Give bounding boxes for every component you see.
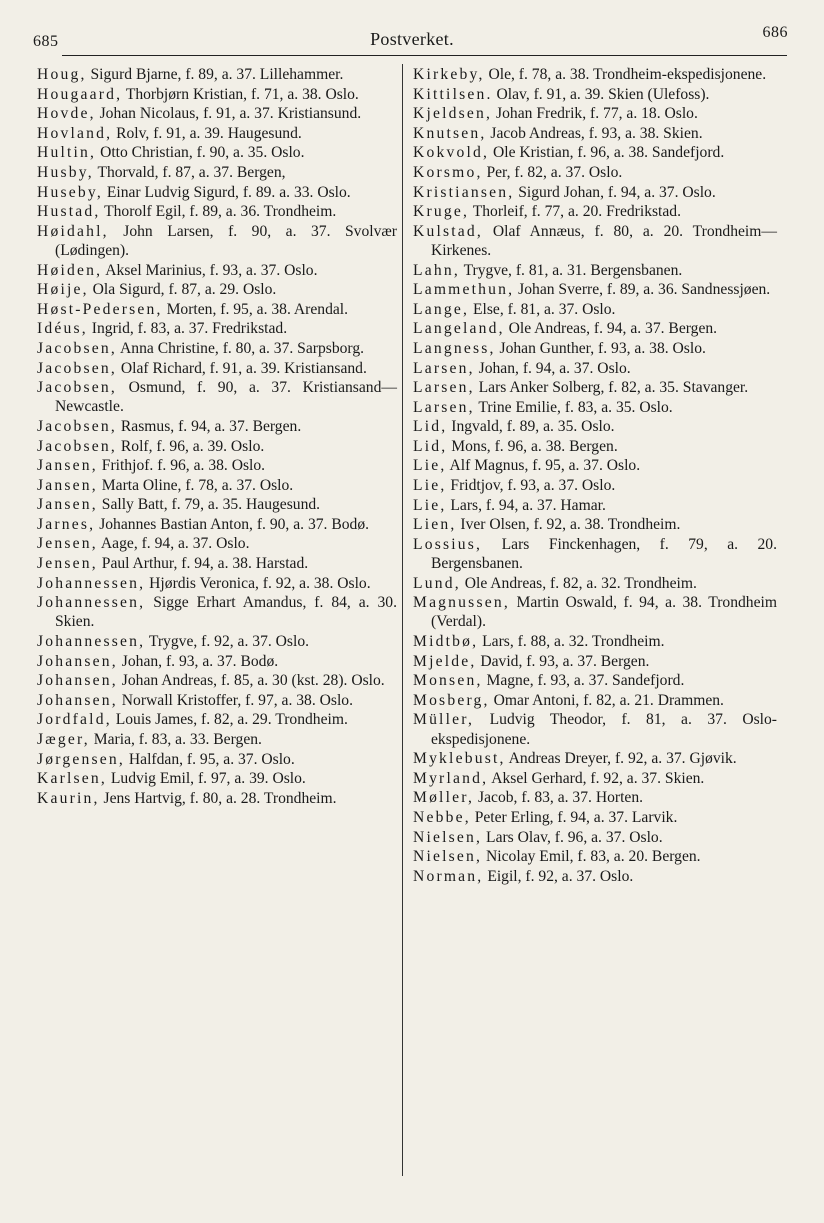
directory-entry	[37, 769, 397, 788]
directory-entry	[37, 515, 397, 534]
entry-surname: Larsen,	[413, 379, 475, 397]
directory-entry	[37, 632, 397, 651]
entry-surname: Jacobsen,	[37, 359, 117, 377]
entry-surname: Kulstad,	[413, 222, 484, 240]
entry-details: Anna Christine, f. 80, a. 37. Sarpsborg.	[120, 339, 365, 357]
entry-surname: Monsen,	[413, 672, 483, 690]
entry-surname: Jensen,	[37, 555, 98, 573]
entry-details: David, f. 93, a. 37. Bergen.	[480, 652, 650, 670]
entry-details: Ole Andreas, f. 82, a. 32. Trondheim.	[464, 574, 697, 592]
entry-details: Rasmus, f. 94, a. 37. Bergen.	[120, 417, 302, 435]
entry-details: Trygve, f. 81, a. 31. Bergensbanen.	[463, 261, 683, 279]
page-number-right: 686	[762, 24, 788, 41]
directory-entry	[37, 476, 397, 495]
entry-surname: Lahn,	[413, 261, 460, 279]
entry-details: Trygve, f. 92, a. 37. Oslo.	[148, 633, 310, 651]
entry-surname: Mjelde,	[413, 652, 477, 670]
directory-entry	[413, 300, 777, 319]
entry-surname: Jensen,	[37, 535, 98, 553]
entry-details: Aksel Gerhard, f. 92, a. 37. Skien.	[491, 769, 705, 787]
directory-entry	[37, 554, 397, 573]
directory-entry	[413, 867, 777, 886]
entry-details: Ole Andreas, f. 94, a. 37. Bergen.	[508, 320, 718, 338]
entry-surname: Jacobsen,	[37, 339, 117, 357]
entry-details: Lars, f. 88, a. 32. Trondheim.	[482, 633, 665, 651]
entry-details: Johan Gunther, f. 93, a. 38. Oslo.	[499, 339, 706, 357]
entry-surname: Langeland,	[413, 320, 505, 338]
entry-surname: Jacobsen,	[37, 437, 117, 455]
directory-entry	[37, 339, 397, 358]
entry-surname: Müller,	[413, 711, 475, 729]
right-column	[413, 65, 777, 886]
entry-details: Aage, f. 94, a. 37. Oslo.	[100, 535, 250, 553]
directory-entry	[413, 104, 777, 123]
entry-details: Johan Nicolaus, f. 91, a. 37. Kristiansund.	[99, 105, 362, 123]
entry-surname: Kokvold,	[413, 144, 490, 162]
directory-entry	[37, 652, 397, 671]
entry-surname: Nebbe,	[413, 809, 471, 826]
entry-details: Olav, f. 91, a. 39. Skien (Ulefoss).	[496, 85, 710, 103]
entry-details: Johan Sverre, f. 89, a. 36. Sandnessjøen.	[518, 281, 771, 299]
entry-surname: Larsen,	[413, 398, 475, 416]
entry-surname: Midtbø,	[413, 633, 479, 651]
entry-details: Thorleif, f. 77, a. 20. Fredrikstad.	[472, 203, 682, 221]
directory-entry	[413, 183, 777, 202]
directory-entry	[37, 124, 397, 143]
entry-details: Ingrid, f. 83, a. 37. Fredrikstad.	[91, 320, 288, 338]
entry-details: Halfdan, f. 95, a. 37. Oslo.	[128, 750, 295, 768]
entry-details: Otto Christian, f. 90, a. 35. Oslo.	[100, 144, 305, 162]
entry-surname: Houg,	[37, 66, 87, 83]
entry-surname: Langness,	[413, 339, 496, 357]
entry-surname: Myrland,	[413, 769, 489, 787]
directory-entry	[413, 124, 777, 143]
entry-surname: Kjeldsen,	[413, 105, 493, 123]
entry-details: Johannes Bastian Anton, f. 90, a. 37. Bodø.	[99, 515, 370, 533]
entry-details: Johan, f. 94, a. 37. Oslo.	[478, 359, 631, 377]
entry-surname: Lange,	[413, 300, 470, 318]
entry-details: Marta Oline, f. 78, a. 37. Oslo.	[101, 476, 294, 494]
directory-entry	[413, 398, 777, 417]
entry-surname: Jansen,	[37, 496, 98, 514]
entry-details: Magne, f. 93, a. 37. Sandefjord.	[486, 672, 685, 690]
directory-entry	[37, 437, 397, 456]
entry-details: Morten, f. 95, a. 38. Arendal.	[166, 300, 349, 318]
entry-details: Alf Magnus, f. 95, a. 37. Oslo.	[449, 457, 641, 475]
page-title: Postverket.	[370, 29, 454, 49]
entry-surname: Kristiansen,	[413, 183, 515, 201]
entry-details: Else, f. 81, a. 37. Oslo.	[472, 300, 616, 318]
directory-entry	[413, 280, 777, 299]
entry-details: Ole, f. 78, a. 38. Trondheim-ekspedisjonene.	[488, 66, 767, 83]
directory-entry	[37, 691, 397, 710]
entry-details: Thorvald, f. 87, a. 37. Bergen,	[97, 163, 286, 181]
entry-surname: Lund,	[413, 574, 461, 592]
entry-surname: Høiden,	[37, 261, 103, 279]
entry-surname: Jarnes,	[37, 515, 96, 533]
directory-entry	[413, 65, 777, 84]
entry-details: Thorbjørn Kristian, f. 71, a. 38. Oslo.	[125, 85, 359, 103]
page-number-left: 685	[33, 33, 59, 50]
directory-entry	[37, 319, 397, 338]
directory-entry	[413, 710, 777, 748]
directory-entry	[37, 261, 397, 280]
entry-surname: Hougaard,	[37, 85, 123, 103]
entry-details: Nicolay Emil, f. 83, a. 20. Bergen.	[486, 848, 701, 866]
entry-details: Rolv, f. 91, a. 39. Haugesund.	[116, 124, 302, 142]
entry-details: Aksel Marinius, f. 93, a. 37. Oslo.	[105, 261, 318, 279]
entry-surname: Jansen,	[37, 476, 98, 494]
directory-entry	[37, 104, 397, 123]
entry-surname: Huseby,	[37, 183, 103, 201]
directory-entry	[413, 319, 777, 338]
directory-entry	[37, 163, 397, 182]
entry-surname: Hultin,	[37, 144, 97, 162]
entry-surname: Lammethun,	[413, 281, 515, 299]
directory-entry	[413, 671, 777, 690]
entry-details: Rolf, f. 96, a. 39. Oslo.	[120, 437, 265, 455]
entry-details: Omar Antoni, f. 82, a. 21. Drammen.	[493, 691, 724, 709]
entry-details: Fridtjov, f. 93, a. 37. Oslo.	[450, 477, 616, 495]
directory-entry	[37, 143, 397, 162]
entry-surname: Larsen,	[413, 359, 475, 377]
column-divider	[402, 64, 403, 1176]
entry-surname: Johansen,	[37, 652, 118, 670]
entry-surname: Jansen,	[37, 457, 98, 475]
entry-details: Osmund, f. 90, a. 37. Kristiansand—Newcastle.	[55, 379, 397, 416]
directory-entry	[37, 789, 397, 808]
directory-entry	[413, 632, 777, 651]
entry-surname: Lid,	[413, 437, 448, 455]
directory-entry	[413, 808, 777, 827]
directory-entry	[37, 574, 397, 593]
directory-entry	[413, 456, 777, 475]
entry-details: Thorolf Egil, f. 89, a. 36. Trondheim.	[104, 203, 337, 221]
entry-details: Frithjof. f. 96, a. 38. Oslo.	[101, 457, 266, 475]
entry-details: Ingvald, f. 89, a. 35. Oslo.	[451, 418, 615, 436]
entry-details: Lars, f. 94, a. 37. Hamar.	[450, 496, 606, 514]
entry-surname: Nielsen,	[413, 828, 483, 846]
directory-entry	[413, 769, 777, 788]
entry-surname: Møller,	[413, 789, 475, 807]
entry-details: Hjørdis Veronica, f. 92, a. 38. Oslo.	[149, 574, 371, 592]
directory-entry	[413, 535, 777, 573]
directory-entry	[413, 476, 777, 495]
entry-surname: Hovde,	[37, 105, 96, 123]
entry-surname: Husby,	[37, 163, 94, 181]
entry-surname: Lie,	[413, 477, 447, 495]
entry-surname: Hustad,	[37, 203, 101, 221]
entry-details: Paul Arthur, f. 94, a. 38. Harstad.	[101, 555, 309, 573]
directory-entry	[413, 828, 777, 847]
directory-entry	[413, 378, 777, 397]
entry-details: Johan Andreas, f. 85, a. 30 (kst. 28). Oslo.	[121, 672, 385, 690]
entry-details: Sigurd Johan, f. 94, a. 37. Oslo.	[518, 183, 716, 201]
directory-entry	[413, 339, 777, 358]
entry-details: Jacob Andreas, f. 93, a. 38. Skien.	[490, 124, 703, 142]
directory-entry	[37, 495, 397, 514]
entry-surname: Norman,	[413, 867, 484, 885]
directory-entry	[413, 691, 777, 710]
header-rule	[62, 55, 787, 56]
entry-surname: Jørgensen,	[37, 750, 125, 768]
entry-details: Sally Batt, f. 79, a. 35. Haugesund.	[101, 496, 321, 514]
directory-entry	[413, 593, 777, 631]
entry-surname: Hovland,	[37, 124, 113, 142]
entry-surname: Karlsen,	[37, 770, 107, 788]
directory-entry	[37, 65, 397, 84]
entry-surname: Johannessen,	[37, 633, 146, 651]
directory-entry	[37, 202, 397, 221]
page-header	[0, 0, 824, 64]
entry-details: Per, f. 82, a. 37. Oslo.	[486, 163, 623, 181]
directory-entry	[37, 183, 397, 202]
directory-entry	[413, 496, 777, 515]
entry-details: Lars Anker Solberg, f. 82, a. 35. Stavanger.	[478, 379, 749, 397]
entry-details: Andreas Dreyer, f. 92, a. 37. Gjøvik.	[508, 750, 737, 768]
entry-surname: Jacobsen,	[37, 417, 117, 435]
entry-details: Ludvig Theodor, f. 81, a. 37. Oslo-ekspedisjonene.	[431, 711, 777, 748]
left-column	[37, 65, 397, 808]
entry-surname: Kruge,	[413, 203, 470, 221]
entry-surname: Høije,	[37, 281, 89, 299]
entry-details: Ole Kristian, f. 96, a. 38. Sandefjord.	[492, 144, 725, 162]
directory-entry	[413, 749, 777, 768]
entry-surname: Johansen,	[37, 672, 118, 690]
entry-details: Jens Hartvig, f. 80, a. 28. Trondheim.	[103, 789, 337, 807]
directory-entry	[413, 437, 777, 456]
entry-details: Iver Olsen, f. 92, a. 38. Trondheim.	[460, 516, 681, 534]
entry-surname: Kaurin,	[37, 789, 100, 807]
directory-entry	[413, 143, 777, 162]
entry-details: Lars Olav, f. 96, a. 37. Oslo.	[486, 828, 663, 846]
entry-details: Johan Fredrik, f. 77, a. 18. Oslo.	[496, 105, 698, 123]
entry-details: Martin Oswald, f. 94, a. 38. Trondheim (Verdal).	[431, 594, 777, 631]
directory-entry	[37, 730, 397, 749]
entry-surname: Myklebust,	[413, 750, 506, 768]
entry-surname: Magnussen,	[413, 594, 510, 612]
directory-entry	[37, 300, 397, 319]
entry-surname: Lossius,	[413, 535, 483, 553]
entry-details: Johan, f. 93, a. 37. Bodø.	[121, 652, 279, 670]
directory-entry	[413, 222, 777, 260]
entry-surname: Kirkeby,	[413, 66, 485, 83]
entry-details: Lars Finckenhagen, f. 79, a. 20. Bergensbanen.	[431, 535, 777, 573]
directory-entry	[37, 280, 397, 299]
directory-entry	[413, 163, 777, 182]
entry-details: Mons, f. 96, a. 38. Bergen.	[451, 437, 618, 455]
entry-surname: Lid,	[413, 418, 448, 436]
entry-details: Ola Sigurd, f. 87, a. 29. Oslo.	[92, 281, 277, 299]
entry-details: Ludvig Emil, f. 97, a. 39. Oslo.	[110, 770, 306, 788]
directory-entry	[37, 359, 397, 378]
directory-entry	[37, 417, 397, 436]
entry-details: Olaf Richard, f. 91, a. 39. Kristiansand.	[120, 359, 367, 377]
entry-details: Jacob, f. 83, a. 37. Horten.	[478, 789, 644, 807]
entry-surname: Jacobsen,	[37, 379, 117, 397]
entry-surname: Johannessen,	[37, 594, 146, 612]
entry-details: Trine Emilie, f. 83, a. 35. Oslo.	[478, 398, 673, 416]
entry-surname: Lie,	[413, 496, 447, 514]
entry-details: Sigge Erhart Amandus, f. 84, a. 30. Skien.	[55, 594, 397, 631]
entry-surname: Kittilsen.	[413, 85, 493, 103]
directory-entry	[413, 652, 777, 671]
directory-entry	[413, 515, 777, 534]
entry-surname: Jæger,	[37, 731, 90, 749]
directory-entry	[37, 378, 397, 416]
entry-surname: Mosberg,	[413, 691, 490, 709]
directory-entry	[37, 85, 397, 104]
entry-surname: Johansen,	[37, 691, 118, 709]
entry-surname: Korsmo,	[413, 163, 483, 181]
entry-surname: Knutsen,	[413, 124, 487, 142]
directory-entry	[413, 417, 777, 436]
entry-details: Eigil, f. 92, a. 37. Oslo.	[487, 867, 634, 885]
directory-entry	[413, 202, 777, 221]
directory-entry	[413, 788, 777, 807]
entry-surname: Johannessen,	[37, 574, 146, 592]
directory-entry	[37, 671, 397, 690]
directory-entry	[413, 359, 777, 378]
entry-surname: Nielsen,	[413, 848, 483, 866]
directory-entry	[413, 574, 777, 593]
entry-surname: Jordfald,	[37, 711, 112, 729]
entry-surname: Lien,	[413, 516, 457, 534]
entry-surname: Høst-Pedersen,	[37, 300, 163, 318]
directory-entry	[413, 847, 777, 866]
entry-details: Olaf Annæus, f. 80, a. 20. Trondheim—Kirkenes.	[431, 222, 777, 259]
directory-entry	[37, 222, 397, 260]
entry-details: Sigurd Bjarne, f. 89, a. 37. Lillehammer.	[90, 66, 344, 83]
entry-details: Peter Erling, f. 94, a. 37. Larvik.	[474, 809, 678, 826]
entry-details: Einar Ludvig Sigurd, f. 89. a. 33. Oslo.	[106, 183, 351, 201]
directory-entry	[37, 456, 397, 475]
entry-surname: Idéus,	[37, 320, 88, 338]
entry-details: Norwall Kristoffer, f. 97, a. 38. Oslo.	[121, 691, 353, 709]
entry-details: Louis James, f. 82, a. 29. Trondheim.	[115, 711, 348, 729]
directory-entry	[37, 710, 397, 729]
entry-details: Maria, f. 83, a. 33. Bergen.	[93, 731, 262, 749]
entry-details: John Larsen, f. 90, a. 37. Svolvær (Lødingen).	[55, 222, 397, 259]
directory-entry	[37, 534, 397, 553]
directory-entry	[413, 261, 777, 280]
directory-entry	[37, 750, 397, 769]
entry-surname: Høidahl,	[37, 222, 109, 240]
entry-surname: Lie,	[413, 457, 447, 475]
directory-entry	[413, 85, 777, 104]
directory-entry	[37, 593, 397, 631]
